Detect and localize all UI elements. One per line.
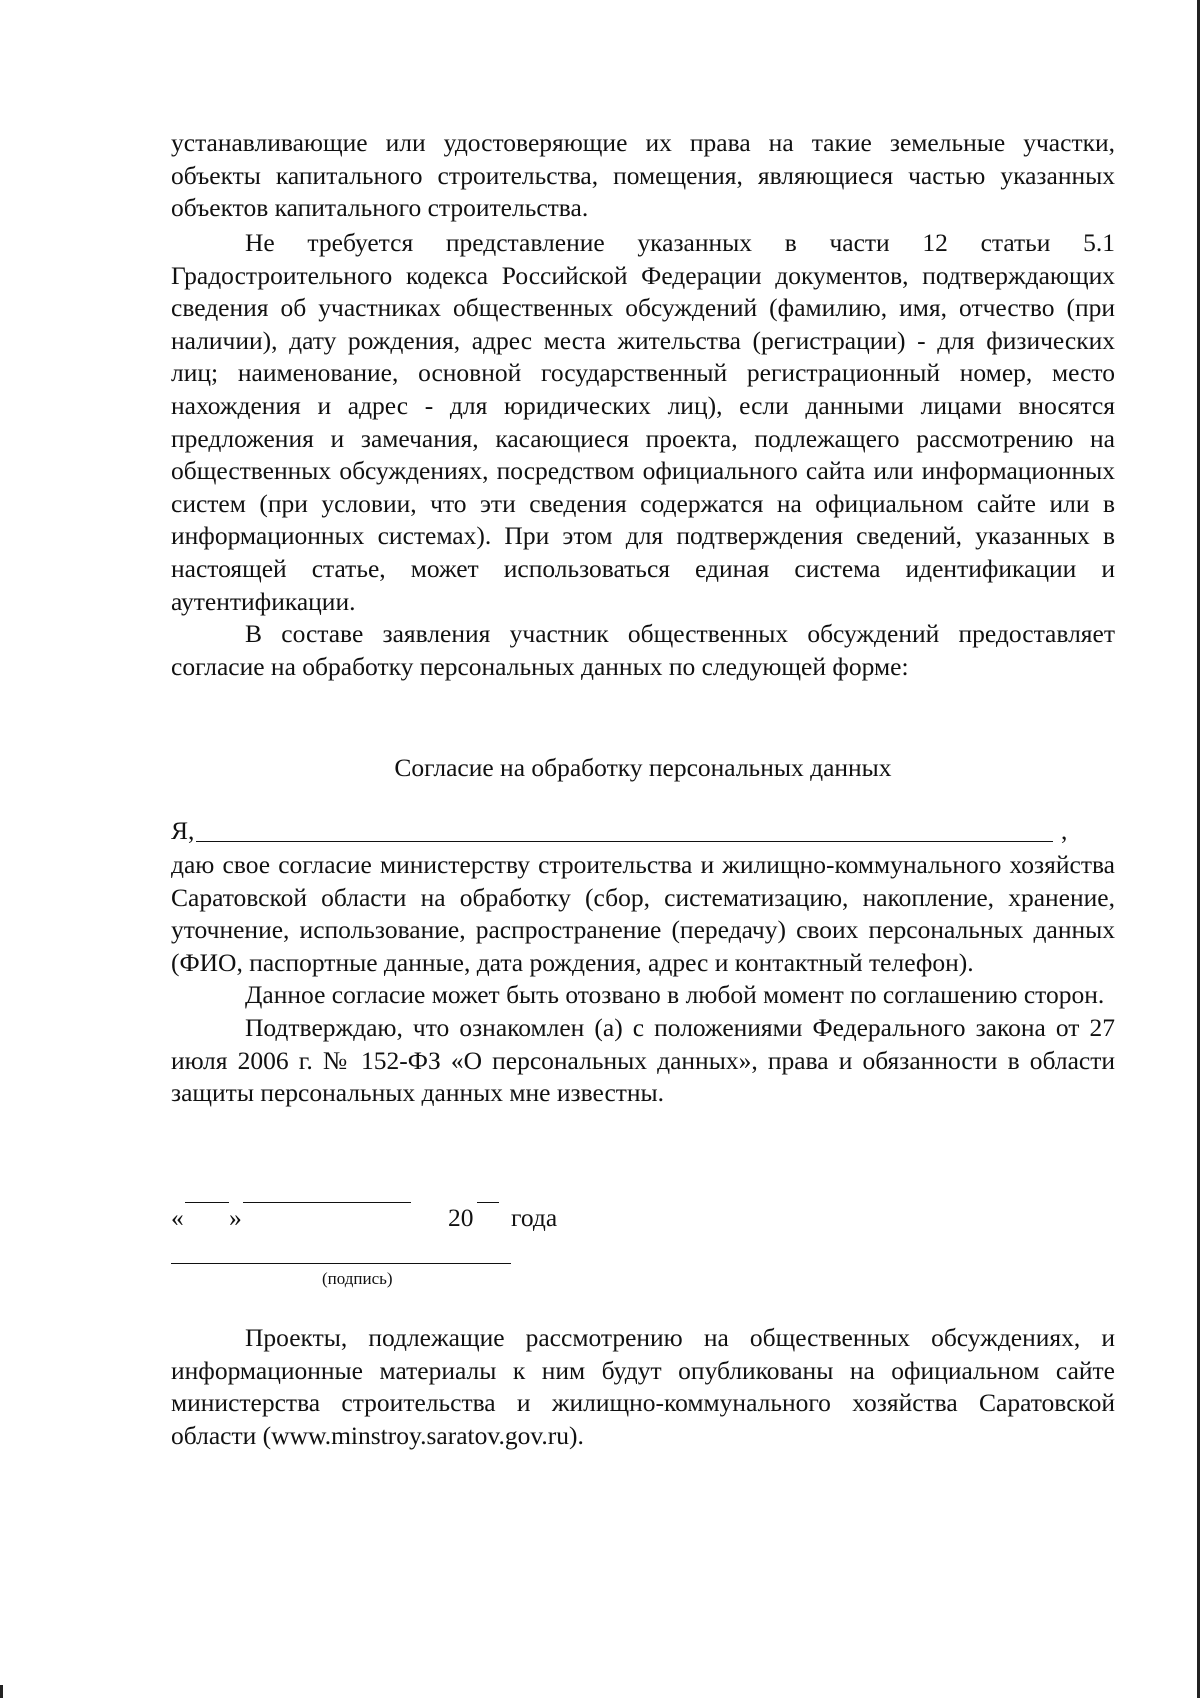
name-blank-field [196,841,1053,842]
paragraph-not-required: Не требуется представление указанных в части 12 статьи 5.1 Градостроительного кодекса Российской Федерации документов, подтверждающих сведения об участниках общественных обсуждений (фамилию, имя, отчество (при наличии), дату рождения, адрес места жительства (регистрации) - для физических лиц; наименование, основной государственный регистрационный номер, место нахождения и адрес - для юридических лиц), если данными лицами вносятся предложения и замечания, касающиеся проекта, подлежащего рассмотрению на общественных обсуждениях, посредством официального сайта или информационных систем (при условии, что эти сведения содержатся на официальном сайте или в информационных системах). При этом для подтверждения сведений, указанных в настоящей статье, может использоваться единая система идентификации и аутентификации. [171,228,1115,616]
year-blank [477,1202,499,1203]
date-close-quote: » [229,1203,242,1232]
month-blank [243,1202,411,1203]
text-block-publication [171,1322,1115,1452]
text-block-top [171,127,1115,225]
consent-heading: Согласие на обработку персональных данных [394,753,892,782]
paragraph-rights-documents: устанавливающие или удостоверяющие их права на такие земельные участки, объекты капитального строительства, помещения, являющиеся частью указанных объектов капитального строительства. [171,128,1115,223]
scan-edge-corner [0,1685,3,1698]
date-fill-line [171,1202,771,1234]
year-suffix: года [511,1203,558,1232]
text-block-requirements [171,227,1115,683]
signature-caption: (подпись) [322,1269,393,1288]
paragraph-consent-intro: В составе заявления участник общественных обсуждений предоставляет согласие на обработку персональных данных по следующей форме: [171,619,1115,681]
year-prefix: 20 [448,1203,474,1232]
day-blank [185,1202,229,1203]
ya-suffix: , [1061,816,1068,845]
text-block-consent [171,849,1115,1110]
ya-prefix: Я, [171,816,195,845]
date-open-quote: « [171,1203,184,1232]
signature-line [171,1263,511,1264]
paragraph-consent-given: даю свое согласие министерству строительства и жилищно-коммунального хозяйства Саратовской области на обработку (сбор, систематизацию, накопление, хранение, уточнение, использование, распространение (передачу) своих персональных данных (ФИО, паспортные данные, дата рождения, адрес и контактный телефон). [171,850,1115,977]
paragraph-revocation: Данное согласие может быть отозвано в любой момент по соглашению сторон. [245,980,1105,1010]
paragraph-confirmation: Подтверждаю, что ознакомлен (а) с положениями Федерального закона от 27 июля 2006 г. № 152-ФЗ «О персональных данных», права и обязанности в области защиты персональных данных мне известны. [171,1012,1115,1108]
name-fill-line [171,815,1115,847]
paragraph-publication: Проекты, подлежащие рассмотрению на общественных обсуждениях, и информационные материалы к ним будут опубликованы на официальном сайте министерства строительства и жилищно-коммунального хозяйства Саратовской области (www.minstroy.saratov.gov.ru). [171,1323,1115,1450]
